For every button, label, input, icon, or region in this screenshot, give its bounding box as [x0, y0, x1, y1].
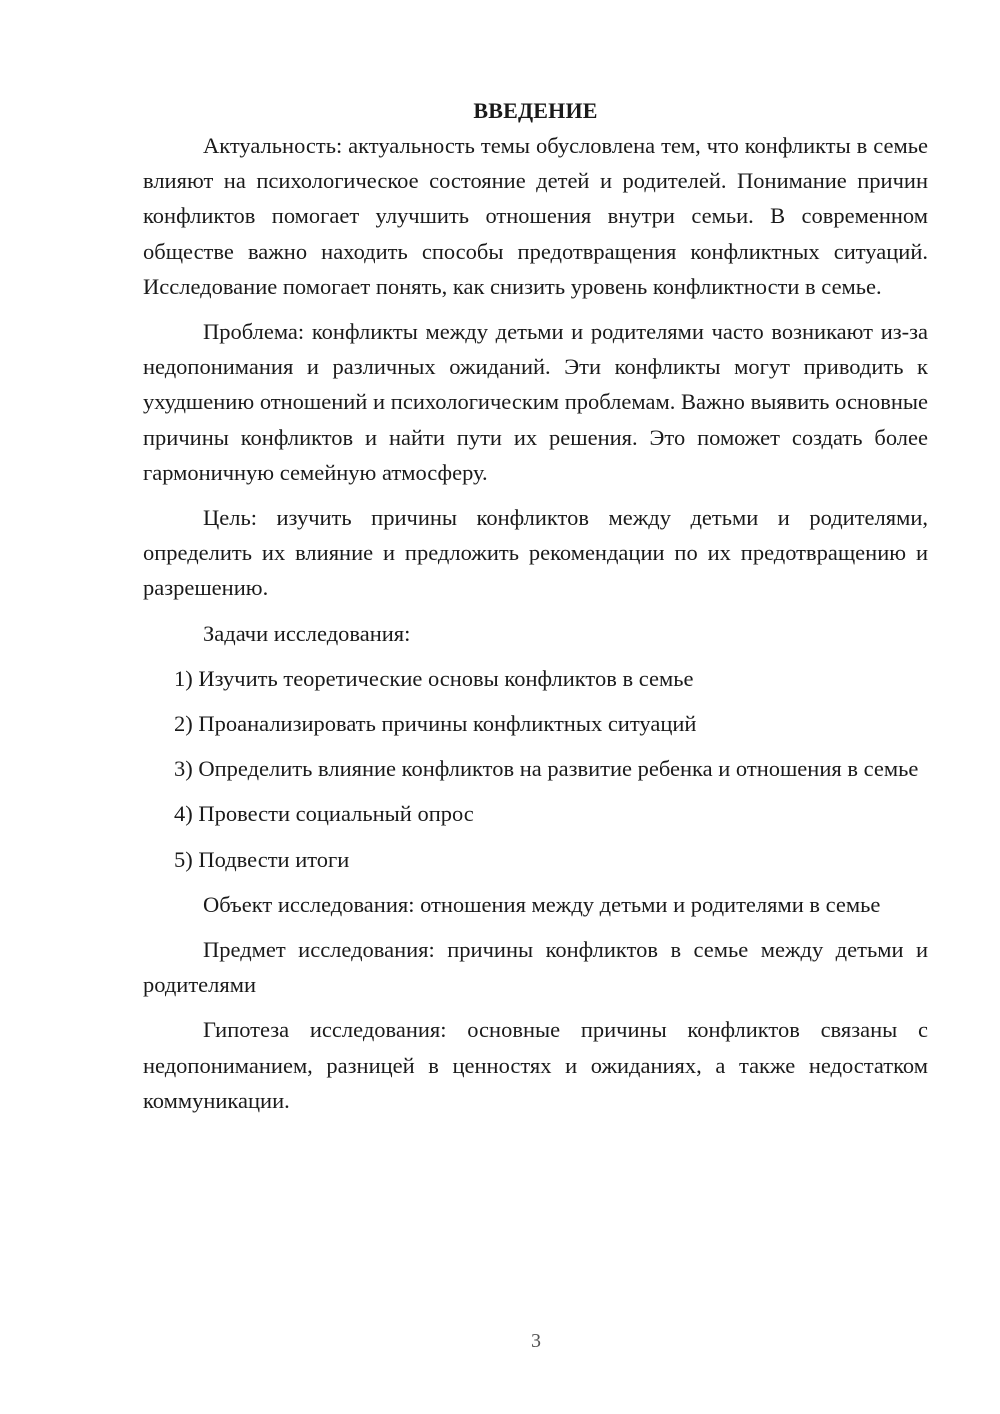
task-item: 4) Провести социальный опрос: [174, 801, 474, 827]
paragraph-goal: Цель: изучить причины конфликтов между детьми и родителями, определить их влияние и предложить рекомендации по их предотвращению и разрешению.: [143, 505, 928, 601]
paragraph-hypothesis: Гипотеза исследования: основные причины конфликтов связаны с недопониманием, разницей в ценностях и ожиданиях, а также недостатком коммуникации.: [143, 1017, 928, 1113]
paragraph-problem: Проблема: конфликты между детьми и родителями часто возникают из-за недопонимания и различных ожиданий. Эти конфликты могут приводить к ухудшению отношений и психологическим проблемам. Важно выявить основные причины конфликтов и найти пути их решения. Это поможет создать более гармоничную семейную атмосферу.: [143, 319, 928, 485]
task-item: 5) Подвести итоги: [174, 846, 350, 872]
document-page: [143, 93, 928, 1118]
paragraph-relevance: Актуальность: актуальность темы обусловлена тем, что конфликты в семье влияют на психологическое состояние детей и родителей. Понимание причин конфликтов помогает улучшить отношения внутри семьи. В современном обществе важно находить способы предотвращения конфликтных ситуаций. Исследование помогает понять, как снизить уровень конфликтности в семье.: [143, 133, 928, 299]
tasks-heading: Задачи исследования:: [203, 620, 411, 646]
page-number: 3: [531, 1330, 541, 1352]
page-title: ВВЕДЕНИЕ: [473, 98, 598, 123]
task-item: 2) Проанализировать причины конфликтных ситуаций: [174, 711, 697, 737]
task-item: 3) Определить влияние конфликтов на развитие ребенка и отношения в семье: [174, 756, 919, 782]
paragraph-subject: Предмет исследования: причины конфликтов в семье между детьми и родителями: [143, 937, 928, 998]
paragraph-object: Объект исследования: отношения между детьми и родителями в семье: [203, 891, 881, 917]
task-item: 1) Изучить теоретические основы конфликтов в семье: [174, 665, 694, 691]
